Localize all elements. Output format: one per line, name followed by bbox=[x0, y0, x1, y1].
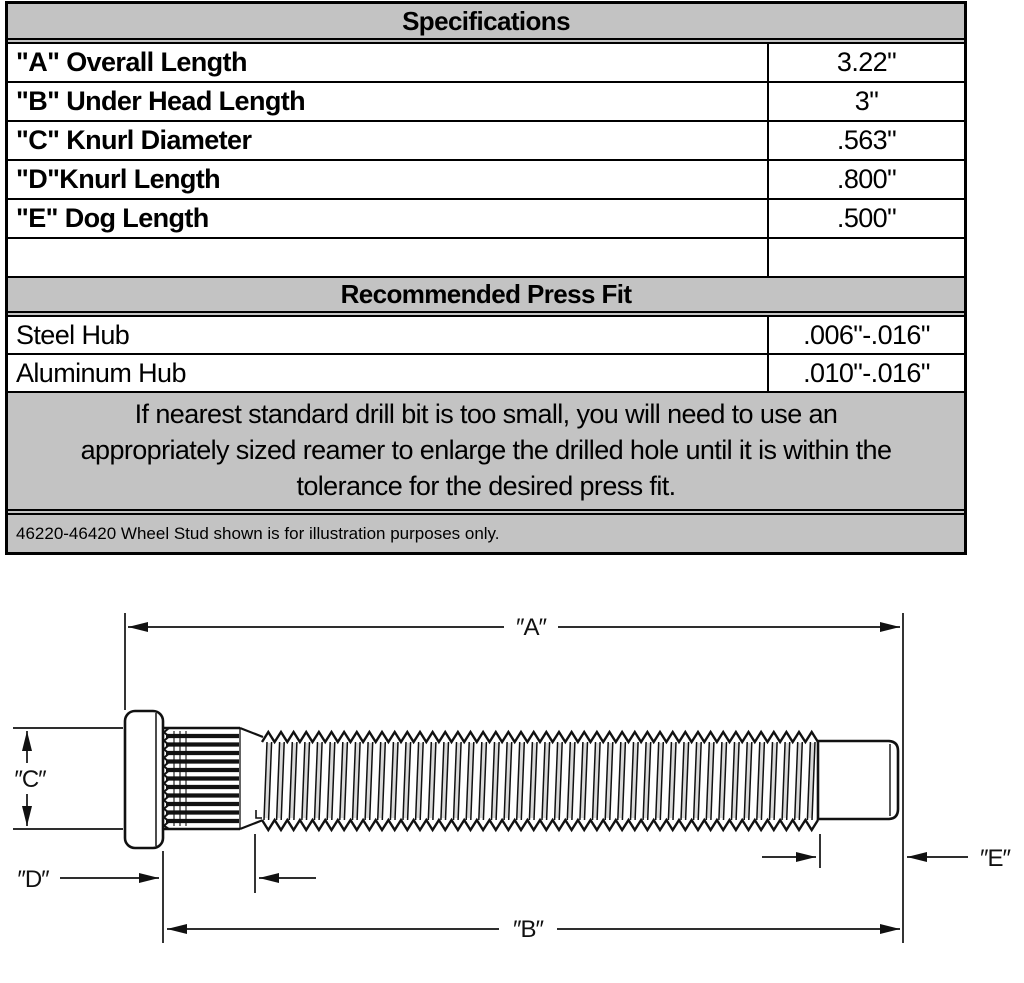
hub-value: .006"-.016" bbox=[767, 317, 964, 353]
table-title: Specifications bbox=[402, 5, 570, 36]
hub-label: Steel Hub bbox=[16, 319, 130, 350]
stud-knurl bbox=[163, 728, 264, 829]
spec-label: "A" Overall Length bbox=[16, 47, 247, 77]
spec-value: .500" bbox=[767, 200, 964, 237]
spec-row-d bbox=[8, 161, 964, 200]
hub-value: .010"-.016" bbox=[767, 355, 964, 391]
spec-label: "E" Dog Length bbox=[16, 203, 209, 233]
spec-table bbox=[5, 1, 967, 555]
empty-cell bbox=[767, 239, 964, 276]
drill-note-line: If nearest standard drill bit is too small, you will need to use an bbox=[134, 399, 838, 429]
hub-label: Aluminum Hub bbox=[16, 357, 186, 388]
hub-row-aluminum bbox=[8, 355, 964, 393]
dim-label-b: ″B″ bbox=[513, 916, 543, 943]
spec-row-c bbox=[8, 122, 964, 161]
spec-value: .563" bbox=[767, 122, 964, 159]
spec-label: "C" Knurl Diameter bbox=[16, 125, 252, 155]
hub-row-steel bbox=[8, 317, 964, 355]
dim-label-a: ″A″ bbox=[516, 614, 546, 641]
drill-note-line: tolerance for the desired press fit. bbox=[296, 471, 676, 501]
press-fit-title-row bbox=[8, 278, 964, 317]
spec-row-e bbox=[8, 200, 964, 239]
empty-row bbox=[8, 239, 964, 278]
press-fit-title: Recommended Press Fit bbox=[340, 279, 632, 309]
spec-row-a bbox=[8, 44, 964, 83]
stud-dog-point bbox=[818, 741, 898, 819]
dim-label-e: ″E″ bbox=[980, 845, 1010, 872]
stud-threads bbox=[262, 732, 818, 830]
spec-label: "D"Knurl Length bbox=[16, 164, 221, 194]
dim-label-c: ″C″ bbox=[14, 766, 46, 793]
stud-head bbox=[125, 711, 163, 848]
drill-note-line: appropriately sized reamer to enlarge the drilled hole until it is within the bbox=[80, 435, 892, 465]
spec-value: .800" bbox=[767, 161, 964, 198]
table-title-row bbox=[8, 4, 964, 44]
dim-label-d: ″D″ bbox=[17, 866, 49, 893]
stud-diagram bbox=[0, 560, 1024, 983]
drill-note bbox=[8, 393, 964, 515]
spec-value: 3" bbox=[767, 83, 964, 120]
spec-value: 3.22" bbox=[767, 44, 964, 81]
empty-cell bbox=[8, 239, 767, 276]
spec-label: "B" Under Head Length bbox=[16, 86, 306, 116]
spec-row-b bbox=[8, 83, 964, 122]
footnote: 46220-46420 Wheel Stud shown is for illustration purposes only. bbox=[8, 515, 964, 552]
